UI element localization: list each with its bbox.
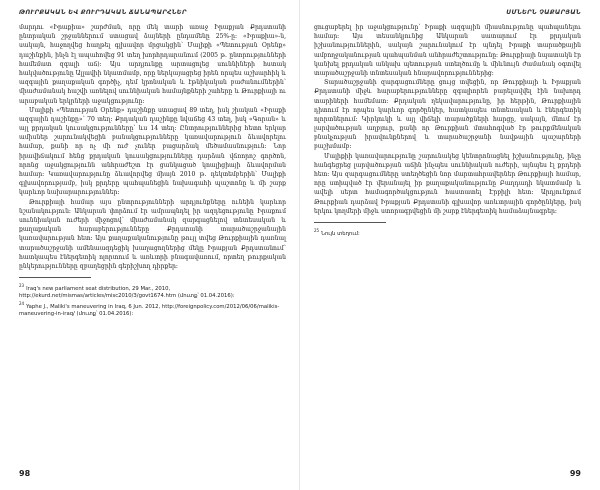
paragraph: Մալիքիի կառավարությունը շարունակեց կենտրոնացնել իշխանությունը, ինչը հանգեցրեց լարվածության աճին ինչպես սուննիական ուժերի, այնպես էլ քրդերի հետ: Այս զարգացումները ստեղծեցին նոր մարտահրավերներ Թուրքիայի համար, որը ստիպված էր վերանայել իր քաղաքականությունը Բաղդադի նկատմամբ և ավելի սերտ համագործակցություն հաստատել Էրբիլի հետ: Արդյունքում Թուրքիան դարձավ Իրաքյան Քրդստանի գլխավոր առևտրային գործընկերը, իսկ երկու կողմերի միջև ստորագրվեցին մի շարք էներգետիկ համաձայնագրեր:: [314, 152, 581, 215]
footnote-rule: [19, 277, 91, 278]
right-body-text: [314, 23, 581, 216]
footnote-text: Նույն տեղում:: [321, 230, 360, 237]
footnote-number: 23: [19, 283, 25, 289]
right-page: [300, 0, 600, 490]
footnote: [19, 282, 286, 300]
left-body-text: [19, 23, 286, 271]
page-number-left: 98: [19, 469, 31, 478]
paragraph: մարդու «Իրաքիա» շարժման, որը մեկ տարի առաջ Իրաքյան Քրդստանի ընտրական շրջաններում ստացավ ձայների ընդամենը 25%-ը: «Իրաքիա»-ն, սակայն, հաջողվեց հաղթել գլխավոր մրցակցին՝ Մալիքի «Պետության Օրենք» դաշինքին, ինչն էլ ապահովեց 91 տեղ խորհրդարանում (2005 թ. ընտրությունների համեմատ զգալի աճ): Այս արդյունքը արտացոլեց սուննիների հստակ հակվածությունը Ալլավիի նկատմամբ, որը ներկայացրեց իրեն որպես աշխարհիկ և ազգային քաղաքական գործիչ, դեմ կրոնական և էթնիկական բաժանումներին՝ միաժամանակ հաշվի առնելով սուննիական համայնքների շահերը և Թուրքիայի ու արաբական երկրների աջակցությունը:: [19, 24, 286, 105]
paragraph: Թուրքիայի համար այս ընտրությունների արդյունքները ունեին կարևոր նշանակություն: Անկարան փորձում էր ամրապնդել իր ազդեցությունը Իրաքում սուննիական ուժերի միջոցով՝ միաժամանակ զարգացնելով տնտեսական և քաղաքական հարաբերությունները Քրդստանի տարածաշրջանային կառավարության հետ: Այս քաղաքականությունը թույլ տվեց Թուրքիային դառնալ տարածաշրջանի ամենաազդեցիկ խաղացողներից մեկը Իրաքյան Քրդստանում՝ հատկապես էներգետիկ ոլորտում և առևտրի բնագավառում, որտեղ թուրքական ընկերությունները զբաղեցրին գերիշխող դիրքեր:: [19, 198, 286, 270]
footnote-number: 25: [314, 227, 320, 233]
footnote-text: Iraq's new parliament seat distribution, 29 Mar., 2010, http://ekurd.net/mismas/articles/misc2010/3/govt1674.htm (մուտք՝ 01.04.2016):: [19, 285, 235, 300]
paragraph: Մալիքի «Պետության Օրենք» դաշինքը ստացավ 89 տեղ, իսկ շիական «Իրաքի ազգային դաշինքը»՝ 70 տեղ: Քրդական դաշինքը նվաճեց 43 տեղ, իսկ «Գորան» և այլ քրդական կուսակցությունները՝ ևս 14 տեղ: Ընտրություններից հետո երկար ամիսներ շարունակվեցին բանակցությունները կառավարություն ձևավորելու համար, քանի որ ոչ մի ուժ չուներ բացարձակ մեծամասնություն: Նոր իրավիճակում հենց քրդական կուսակցությունները դարձան վճռորոշ գործոն, որոնց աջակցությունն անհրաժեշտ էր ցանկացած կոալիցիայի ձևավորման համար: Կառավարությունը ձևավորվեց միայն 2010 թ. դեկտեմբերին՝ Մալիքի գլխավորությամբ, իսկ քրդերը պահպանեցին նախագահի պաշտոնը և մի շարք կարևոր նախարարություններ:: [19, 106, 286, 197]
footnote-number: 24: [19, 301, 25, 307]
page-number-right: 99: [569, 469, 581, 478]
running-head-left: ԹՈՒՐՔԱԿԱՆ ԵՎ ՔՈՒՐԴԱԿԱՆ ՃԱՆԱՊԱՐՀՆԵՐ: [19, 9, 187, 16]
running-head-right: ՍՄՆԵՐՆ ՉԱՔԱՐՅԱՆ: [506, 9, 581, 16]
footnote: [314, 227, 581, 238]
paragraph: ցուցաբերել իր աջակցությունը՝ Իրաքի ազգային միասնությունը պահպանելու համար: Այս տեսանկյունից Անկարան սատարում էր քրդական իշխանություններին, սակայն շարունակում էր պնդել Իրաքի տարածքային ամբողջականության պահպանման անհրաժեշտությունը: Թուրքիայի նպատակն էր կանխել քրդական անկախ պետության ստեղծումը և միևնույն ժամանակ օգտվել տարածաշրջանի տնտեսական հնարավորություններից:: [314, 24, 581, 77]
footnote-text: Yaphe J., Maliki's maneuvering in Iraq, 6 Jun. 2012, http://foreignpolicy.com/2012/06/06/malikis-maneuvering-in-iraq/ (մուտք՝ 01.04.2016):: [19, 304, 280, 318]
footnote: [19, 300, 286, 318]
footnote-rule: [314, 222, 386, 223]
paragraph: Տարածաշրջանի զարգացումները ցույց տվեցին, որ Թուրքիայի և Իրաքյան Քրդստանի միջև հարաբերությունները զգալիորեն բարելավվել էին նախորդ տարիների համեմատ: Քրդական ղեկավարությունը, իր հերթին, Թուրքիային դիտում էր որպես կարևոր գործընկեր, հատկապես տնտեսական և էներգետիկ ոլորտներում: Կիրկուկի և այլ վիճելի տարածքների հարցը, սակայն, մնում էր լարվածության աղբյուր, քանի որ Թուրքիան մտահոգված էր թուրքմենական բնակչության իրավունքներով և տարածաշրջանի նավթային պաշարների բաշխմամբ:: [314, 79, 581, 151]
